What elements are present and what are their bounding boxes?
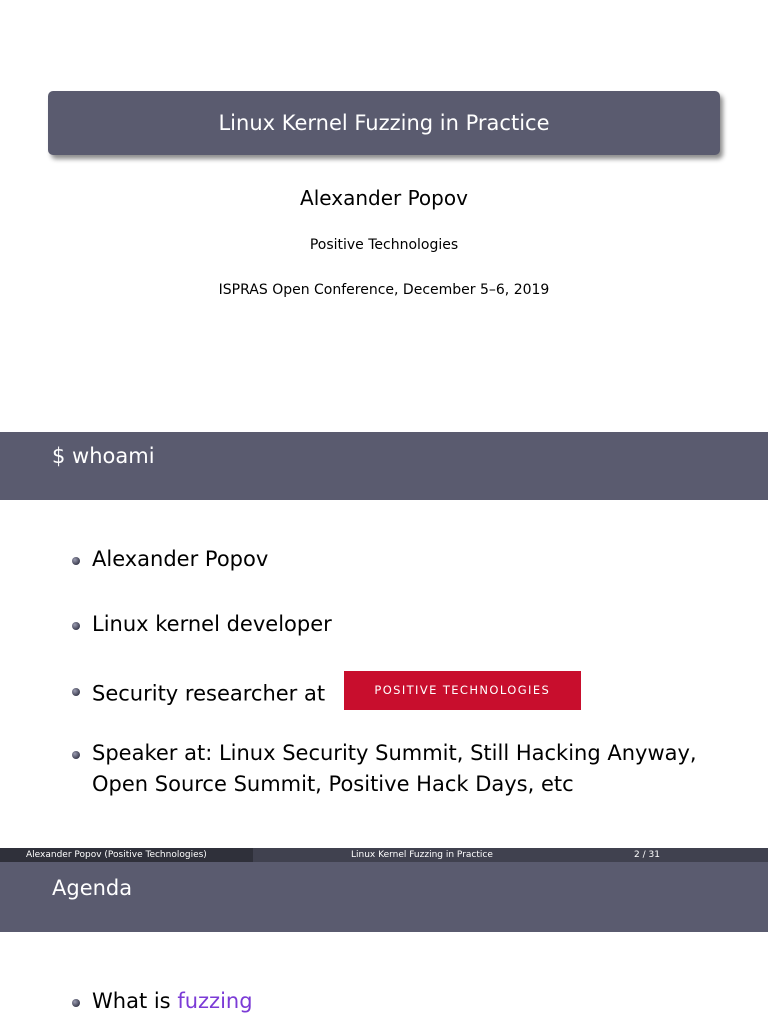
bullet-ball-icon [72,688,80,696]
author-name: Alexander Popov [300,186,468,210]
positive-technologies-logo: POSITIVE TECHNOLOGIES [344,671,581,710]
bullet-item [72,738,697,800]
footer-title: Linux Kernel Fuzzing in Practice [351,850,493,860]
fuzzing-link[interactable]: fuzzing [177,989,253,1013]
footer-center [253,848,768,862]
bullet-ball-icon [72,557,80,565]
bullet-item [72,609,332,640]
slide-footer [0,848,768,862]
frame-title-bar-whoami [0,432,768,500]
frame-title: Agenda [52,876,133,900]
bullet-item [72,986,253,1017]
bullet-text: Alexander Popov [92,547,269,571]
institute-name: Positive Technologies [309,237,459,253]
footer-page-number: 2 / 31 [634,850,660,860]
bullet-text: Security researcher at [92,681,326,706]
bullet-text-line-2: Open Source Summit, Positive Hack Days, etc [92,772,574,796]
frame-title: $ whoami [52,444,155,468]
bullet-ball-icon [72,751,80,759]
bullet-ball-icon [72,622,80,630]
presentation-title: Linux Kernel Fuzzing in Practice [218,111,550,135]
bullet-item [72,675,581,714]
bullet-ball-icon [72,999,80,1007]
presentation-title-box [48,91,720,155]
event-line: ISPRAS Open Conference, December 5–6, 2019 [218,282,550,298]
footer-author: Alexander Popov (Positive Technologies) [0,848,253,862]
bullet-text-line-1: Speaker at: Linux Security Summit, Still Hacking Anyway, [92,741,697,765]
frame-title-bar-agenda [0,862,768,932]
bullet-text: Linux kernel developer [92,612,332,636]
bullet-item [72,544,268,575]
bullet-text: What is [92,989,171,1013]
